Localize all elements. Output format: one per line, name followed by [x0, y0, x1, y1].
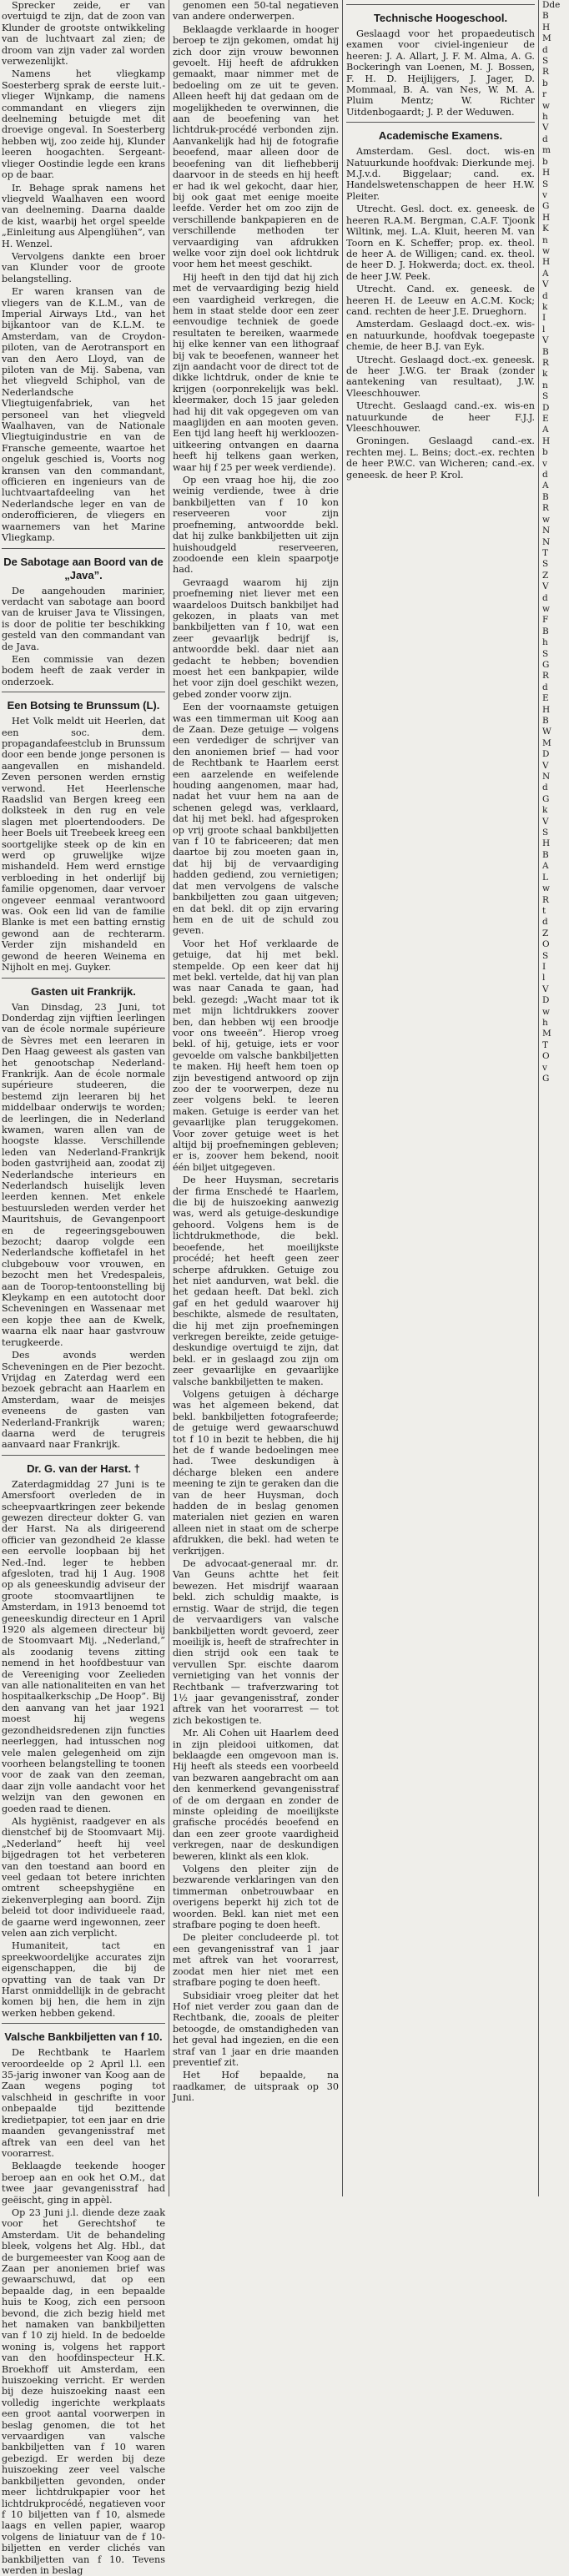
column-2-paragraph: De pleiter concludeerde pl. tot een gevangenisstraf van 1 jaar met aftrek van het voorarrest, zoodat men hier niet met een strafbare poging te doen heeft. — [173, 1932, 339, 1989]
column-3-paragraph: Amsterdam. Geslaagd doct.-ex. wis-en natuurkunde, hoofdvak toegepaste chemie, de heer B.J. van Eyk. — [346, 319, 535, 353]
column-rule — [538, 0, 539, 2196]
column-1-paragraph: Op 23 Juni j.l. diende deze zaak voor het Gerechtshof te Amsterdam. Uit de behandeling bleek, volgens het Alg. Hbl., dat de burgemeester van Koog aan de Zaan per anoniemen brief was gewaarschuwd, dat op een bepaalde dag, in een bepaalde huis te Koog, zich een persoon bevond, die zich bezig hield met het namaken van bankbiljetten van f 10 zij hield. In de bedoelde woning is, volgens het rapport van den hoofdinspecteur H.K. Broekhoff uit Amsterdam, een huiszoeking verricht. Er werden bij deze huiszoeking naast een volledig ingerichte werkplaats een groot aantal voorwerpen in beslag genomen, die tot het vervaardigen van valsche bankbiljetten van f 10 waren gebezigd. Er werden bij deze huiszoeking zeer veel valsche bankbiljetten gevonden, onder meer lichtdrukpapier voor het lichtdrukprocédé, negatieven voor f 10 biljetten van f 10, alsmede laags en vellen papier, waarop volgens de liniatuur van de f 10-biljetten en verder clichés van bankbiljetten van f 10. Tevens werden in beslag — [2, 2206, 165, 2576]
article-heading-harst: Dr. G. van der Harst. † — [27, 1462, 140, 1475]
column-1-paragraph: Er waren kransen van de vliegers van de K.L.M., van de Imperial Airways Ltd., van het bijkantoor van de K.L.M. te Amsterdam, van de Croydon-piloten, van de Aerotransport en van den Aero Lloyd, van de piloten van de Mij. Sabena, van het vliegveld Schiphol, van de Nederlandsche Vliegtuigenfabriek, van het personeel van het vliegveld Waalhaven, van de Nationale Vliegtuigindustrie en van de Fransche gemeente, waartoe het ongeluk geschied is, Voorts nog kransen van den commandant, officieren en ingenieurs van de luchtvaartafdeeling van het Nederlandsche leger en van de onderofficieren, de vliegers en waarnemers van het Marine Vliegkamp. — [2, 286, 165, 544]
column-1-paragraph: Het Volk meldt uit Heerlen, dat een soc. dem. propagandafeestclub in Brunssum door een bende jonge personen is aangevallen en mishandeld. Zeven personen werden ernstig verwond. Het Heerlensche Raadslid van Bergen kreeg een dolksteek in den rug en vele slagen met ploertendooders. De heer Boels uit Treebeek kreeg een soortgelijke steek op de kin en werd op gruwelijke wijze mishandeld. Hem werd ernstige verbloeding in het onderlijf bij familie opgenomen, daar vervoer ongeveer eenmaal verantwoord was. Ook een lid van de familie Blanke is met een batting ernstig gewond aan de rechterarm. Verder zijn mishandeld en gewond de heeren Weinema en Nijholt en mej. Guyker. — [2, 716, 165, 974]
column-2-paragraph: Subsidiair vroeg pleiter dat het Hof niet verder zou gaan dan de Rechtbank, die, zooals de pleiter betoogde, de omstandigheden van het geval had ingezien, en die een straf van 1 jaar en drie maanden preventief zit. — [173, 1990, 339, 2068]
column-1-paragraph: Namens het vliegkamp Soesterberg sprak de eerste luit.-vlieger Wijnkamp, die namens commandant en vliegers zijn deelneming betuigde met dit droevige ongeval. In Soesterberg hebben wij, zoo zeide hij, Klunder leeren hoogachten. Sergeant-vlieger Oostindie legde een krans op de baar. — [2, 68, 165, 181]
column-2-paragraph: Volgens den pleiter zijn de bezwarende verklaringen van den timmerman onbetrouwbaar en overigens beperkt hij zich tot de woorden. Bekl. kan niet met een strafbare poging te doen heeft. — [173, 1864, 339, 1931]
article-separator — [2, 2023, 165, 2024]
column-1 — [2, 0, 165, 2576]
column-2-paragraph: Volgens getuigen à décharge was het algemeen bekend, dat bekl. bankbiljetten fotografeerde; de getuige werd gewaarschuwd tot f 10 in bezit te hebben, die hij het de f wande bedoelingen mee had. Twee deskundigen à décharge bleken een andere meening te zijn te geraken dan die van de heer Huysman, doch hadden de in beslag genomen materialen niet gezien en waren alleen niet in staat om de scherpe afdrukken, die bekl. had weten te verkrijgen. — [173, 1388, 339, 1557]
article-separator — [2, 978, 165, 979]
column-3-paragraph: Utrecht. Geslaagd cand.-ex. wis-en natuurkunde de heer F.J.J. Vleeschhouwer. — [346, 400, 535, 434]
column-3-paragraph: Geslaagd voor het propaedeutisch examen voor civiel-ingenieur de heeren: J. A. Allart, J. F. M. Alma, A. G. Bockeringh van Loenen, M. J. Bossen, F. H. D. Heijlijgers, J. Jager, D. Mommaal, B. A. van Nes, W. M. A. Pluim Mentz; W. Richter Uitdenbogaardt; J. P. der Weduwen. — [346, 28, 535, 118]
column-3-paragraph: Groningen. Geslaagd cand.-ex. rechten mej. L. Beins; doct.-ex. rechten de heer P.W.C. van Wicheren; cand.-ex. geneesk. de heer P. Krol. — [346, 435, 535, 480]
column-2-paragraph: Gevraagd waarom hij zijn proefneming niet liever met een waardeloos Duitsch bankbiljet had gekozen, in plaats van met bankbiljetten van f 10, wat een zeer gevaarlijk bedrijf is, antwoordde bekl. daar niet aan gedacht te hebben; bovendien moest het een bankpapier, wilde het voor zijn doel geschikt wezen, gebed zonder voorw zijn. — [173, 576, 339, 700]
column-1-paragraph: De aangehouden marinier, verdacht van sabotage aan boord van de kruiser Java te Vlissingen, is door de politie ter beschikking gesteld van den commandant van de Java. — [2, 585, 165, 652]
column-rule — [342, 0, 343, 2196]
column-1-paragraph: Des avonds werden Scheveningen en de Pier bezocht. Vrijdag en Zaterdag werd een bezoek gebracht aan Haarlem en Amsterdam, waar de meisjes eveneens de gasten van Nederland-Frankrijk waren; daarna werd de terugreis aanvaard naar Frankrijk. — [2, 1350, 165, 1451]
column-3 — [346, 0, 535, 2196]
column-2-paragraph: Op een vraag hoe hij, die zoo weinig verdiende, twee à drie bankbiljetten van f 10 kon reserveeren voor zijn proefneming, antwoordde bekl. dat hij zulke bankbiljetten uit zijn huishoudgeld reserveeren, zoodoende een klein spaarpotje had. — [173, 475, 339, 576]
column-3-paragraph: Amsterdam. Gesl. doct. wis-en Natuurkunde hoofdvak: Dierkunde mej. M.J.v.d. Biggelaar; cand. ex. Handelswetenschappen de heer H.W. Pleiter. — [346, 146, 535, 202]
column-2-paragraph: Mr. Ali Cohen uit Haarlem deed in zijn pleidooi uitkomen, dat beklaagde een omgevoon man is. Hij heeft als steeds een voorbeeld van bezwaren aangebracht om aan den kenmerkend gevangenisstraf of de om dergaan en zonder de minste opleiding de moeilijkste grafische procédés beoefend en dan een zeer groote vaardigheid verkregen, naar de deskundigen beweren, klinkt als een klok. — [173, 1728, 339, 1862]
column-1-paragraph: Vervolgens dankte een broer van Klunder voor de groote belangstelling. — [2, 250, 165, 284]
column-2-paragraph: genomen een 50-tal negatieven van andere onderwerpen. — [173, 0, 339, 23]
article-heading-sabotage: De Sabotage aan Boord van de „Java”. — [3, 555, 164, 581]
column-2-paragraph: De advocaat-generaal mr. dr. Van Geuns achtte het feit bewezen. Het misdrijf waaraan bekl. zich schuldig maakte, is ernstig. Waar de strijd, die tegen de vervaardigers van valsche bankbiljetten wordt gevoerd, zeer moeilijk is, heeft de strafrechter in dien strijd ook een taak te vervullen Spr. eischte daarom vernietiging van het vonnis der Rechtbank — trafverzwaring tot 1½ jaar gevangenisstraf, zonder aftrek van het voorarrest — tot zich bekostigen te. — [173, 1558, 339, 1726]
column-2-paragraph: Voor het Hof verklaarde de getuige, dat hij met bekl. stempelde. Op een keer dat hij met bekl. vertelde, dat hij van plan was naar Canada te gaan, had bekl. gezegd: „Wacht maar tot ik met mijn lichtdrukkers zoover ben, dan hebben wij een broodje voor ons tweeën”. Hierop vroeg bekl. of hij, getuige, iets er voor gevoelde om valsche bankbiljetten te maken. Hij heeft hem toen op zijn bevestigend antwoord op zijn zoo der te voorwerpen, deze nu zeer volgens bekl. te leeren maken. Getuige is eerder van het gevaarlijke plan teruggekomen. Voor zover getuige weet is het altijd bij proefnemingen gebleven; er is, zoover hem bekend, nooit één biljet uitgegeven. — [173, 938, 339, 1173]
column-2-paragraph: Het Hof bepaalde, na raadkamer, de uitspraak op 30 Juni. — [173, 2070, 339, 2104]
column-1-paragraph: Als hygiënist, raadgever en als dienstchef bij de Stoomvaart Mij. „Nederland” heeft hij veel bijgedragen tot het verbeteren van den toestand aan boord en veel gedaan tot betere inrichten omtrent scheepshygiëne en ziekenverpleging aan boord. Zijn beleid tot door individueele raad, de gaarne werd ingewonnen, zeer velen aan zich verplicht. — [2, 1815, 165, 1939]
column-1-paragraph: Zaterdagmiddag 27 Juni is te Amersfoort overleden de in scheepvaartkringen zeer bekende gewezen directeur dokter G. van der Harst. Na als dirigeerend officier van gezondheid 2e klasse een eervolle loopbaan bij het Ned.-Ind. leger te hebben afgesloten, trad hij 1 Aug. 1908 op als geneeskundig adviseur der groote stoomvaartlijnen te Amsterdam, in 1913 benoemd tot geneeskundig directeur en 1 April 1920 als algemeen directeur bij de Stoomvaart Mij. „Nederland,” als zoodanig tevens zitting nemend in het hoofdbestuur van de Vereeniging voor Zeelieden van alle nationaliteiten en van het hospitaalkerkschip „De Hoop”. Bij den aanvang van het jaar 1921 moest hij wegens gezondheidsredenen zijn functies neerleggen, had intusschen nog vele malen gelegenheid om zijn voorheen belangstelling te toonen voor de zaak van den zeeman, daar zijn volle aandacht voor het welzijn van den gewonen en goeden raad te dienen. — [2, 1478, 165, 1814]
column-1-paragraph: Beklaagde teekende hooger beroep aan en ook het O.M., dat twee jaar gevangenisstraf had geëischt, ging in appèl. — [2, 2161, 165, 2206]
article-heading-bankbiljetten: Valsche Bankbiljetten van f 10. — [4, 2030, 163, 2044]
article-separator — [346, 4, 535, 5]
column-4-cropped — [542, 0, 569, 2196]
column-1-paragraph: Een commissie van dezen bodem heeft de zaak verder in onderzoek. — [2, 653, 165, 687]
column-2 — [173, 0, 339, 2196]
column-1-paragraph: Ir. Behage sprak namens het vliegveld Waalhaven een woord van deelneming. Daarna daalde de kist, waarbij het orgel speelde „Einleitung aus Alpenglühen”, van H. Wenzel. — [2, 182, 165, 249]
column-3-paragraph: Utrecht. Geslaagd doct.-ex. geneesk. de heer J.W.G. ter Braak (zonder aantekening van resultaat), J.W. Vleeschhouwer. — [346, 354, 535, 399]
column-1-paragraph: Sprecker zeide, er van overtuigd te zijn, dat de zoon van Klunder de grootste ontwikkeling van de luchtvaart zal zien; de droom van zijn vader zal worden verwezenlijkt. — [2, 0, 165, 68]
article-heading-gasten: Gasten uit Frankrijk. — [31, 984, 136, 998]
article-separator — [2, 548, 165, 549]
article-heading-botsing: Een Botsing te Brunssum (L). — [7, 699, 160, 712]
column-3-paragraph: Utrecht. Cand. ex. geneesk. de heeren H. de Leeuw en A.C.M. Kock; cand. rechten de heer J.E. Drueghorn. — [346, 284, 535, 317]
column-2-paragraph: De heer Huysman, secretaris der firma Enschedé te Haarlem, die bij de huiszoeking aanwezig was, werd als getuige-deskundige gehoord. Volgens hem is de lichtdrukmethode, die bekl. beoefende, het moeilijkste procédé; het heeft geen zeer scherpe afdrukken. Getuige zou het niet aandurven, wat bekl. die het gedaan heeft. Dat bekl. zich gaf en het geduld waarover hij beschikte, alsmede de resultaten, die hij met zijn proefnemingen verkregen bereikte, zeide getuige-deskundige overtuigd te zijn, dat bekl. er in geslaagd zou zijn om zeer gevaarlijke en gevaarlijke valsche bankbiljetten te maken. — [173, 1175, 339, 1387]
article-separator — [346, 122, 535, 123]
article-heading-hoogeschool: Technische Hoogeschool. — [373, 12, 508, 24]
column-1-paragraph: De Rechtbank te Haarlem veroordeelde op 2 April l.l. een 35-jarig inwoner van Koog aan de Zaan wegens poging tot valschheid in geschrifte in voor onbepaalde tijd bezittende kredietpapier, tot een jaar en drie maanden gevangenisstraf met aftrek van een deel van het voorarrest. — [2, 2047, 165, 2159]
article-heading-examens: Academische Examens. — [378, 129, 503, 143]
article-separator — [2, 1455, 165, 1456]
column-2-paragraph: Een der voornaamste getuigen was een timmerman uit Koog aan de Zaan. Deze getuige — volgens een verdediger de schrijver van den anoniemen brief — had voor de Rechtbank te Haarlem eerst een aarzelende en weifelende houding aangenomen, maar had, nadat het vuur hem na aan de schenen gelegd was, verklaard, dat hij met bekl. had afgesproken op vrij groote schaal bankbiljetten van f 10 te fabriceeren; dat men daartoe bij zou moeten gaan in, dat hij bij de vervaardiging hadden gediend, zou vernietigen; dat men vervolgens de valsche bankbiljetten zou gaan uitgeven; en dat bekl. dit op zijn ervaring hem en de uit de schuld zou geven. — [173, 702, 339, 937]
cropped-edge-text: Dde B H M d S R b r w h V d m b H S v G H K n w H A V d k I l V B R k n S D E A H b v d A B R w N N T S Z V d w F B h S G R d E H B W M D V N d G k V S H B A L w R t d Z O S I l V D w h M T O v G — [542, 0, 561, 1084]
column-1-paragraph: Humaniteit, tact en spreekwoordelijke accurates zijn eigenschappen, die bij de opvatting van de taak van Dr Harst onmiddellijk in de gebracht komen bij hen, die hem in zijn werken hebben gekend. — [2, 1940, 165, 2019]
column-3-paragraph: Utrecht. Gesl. doct. ex. geneesk. de heeren R.A.M. Bergman, C.A.F. Tjoonk Wiltink, mej. L.A. Kluit, heeren M. van Toorn en K. Scheffer; prop. ex. theol. de heer A. de Willigen; cand. ex. theol. de heer D. J. Hokwerda; doct. ex. theol. de heer J.W. Peek. — [346, 204, 535, 282]
column-2-paragraph: Hij heeft in den tijd dat hij zich met de vervaardiging bezig hield een vaardigheid verkregen, die hem in staat stelde door een zeer eenvoudige techniek de goede resultaten te bereiken, waarmede hij elke kenner van een lithograaf bij vak te beoefenen, wanneer het zijn aandacht voor de direct tot de dikke lichtdruk, onder de knie te krijgen (oorponrekelijk was bekl. kleermaker, doch 15 jaar geleden had hij dit vak opgegeven om van maaglijden en aan mooten geven. Een tijd lang heeft hij werkloozen-uitkeering ontvangen en daarna heeft hij telkens gaan werken, waar hij f 25 per week verdiende). — [173, 271, 339, 473]
column-2-paragraph: Beklaagde verklaarde in hooger beroep te zijn gekomen, omdat hij zich door zijn vrouw bewonnen gevoelt. Hij heeft de afdrukken gemaakt, maar nimmer met de bedoeling om ze uit te geven. Alleen heeft hij dat gedaan om de mogelijkheden te overwinnen, die aan de beoefening van het lichtdruk-procédé verbonden zijn. Aanvankelijk had hij de fotografie beoefend, maar alleen door de beoefening van dit liefhebberij daarvoor in de steeds en hij heeft er had ik wel gekocht, daar hier, bij ook gaat met eenige moeite leefde. Verder het om zoo zijn de verschillende bankpapieren en de verschillende methoden ter vervaardiging van afdrukken welke voor zijn doel ook lichtdruk voor hem het meest geschikt. — [173, 23, 339, 270]
column-1-paragraph: Van Dinsdag, 23 Juni, tot Donderdag zijn vijftien leerlingen van de école normale supérieure de Sèvres met een leeraren in Den Haag geweest als gasten van het genootschap Nederland-Frankrijk. Aan de école normale supérieure studeeren, die bestemd zijn leeraren bij het middelbaar onderwijs te worden; de leerlingen, die in Nederland kwamen, waren allen van de hoogste klasse. Verschillende leden van Nederland-Frankrijk boden gastvrijheid aan, zoodat zij Nederlandsche interieurs en Nederlandsch huiselijk leven leerden kennen. Met enkele bestuursleden werden verder het Mauritshuis, de Gevangenpoort en de regeeringsgebouwen bezocht; daarop volgde een Nederlandsche koffietafel in het clubgebouw voor vrouwen, en bezocht men het Vredespaleis, aan de Toorop-tentoonstelling bij Kleykamp en een autotocht door Scheveningen en Wassenaar met een kopje thee aan de Kwelk, waarna elk naar haar gastvrouw terugkeerde. — [2, 1001, 165, 1348]
